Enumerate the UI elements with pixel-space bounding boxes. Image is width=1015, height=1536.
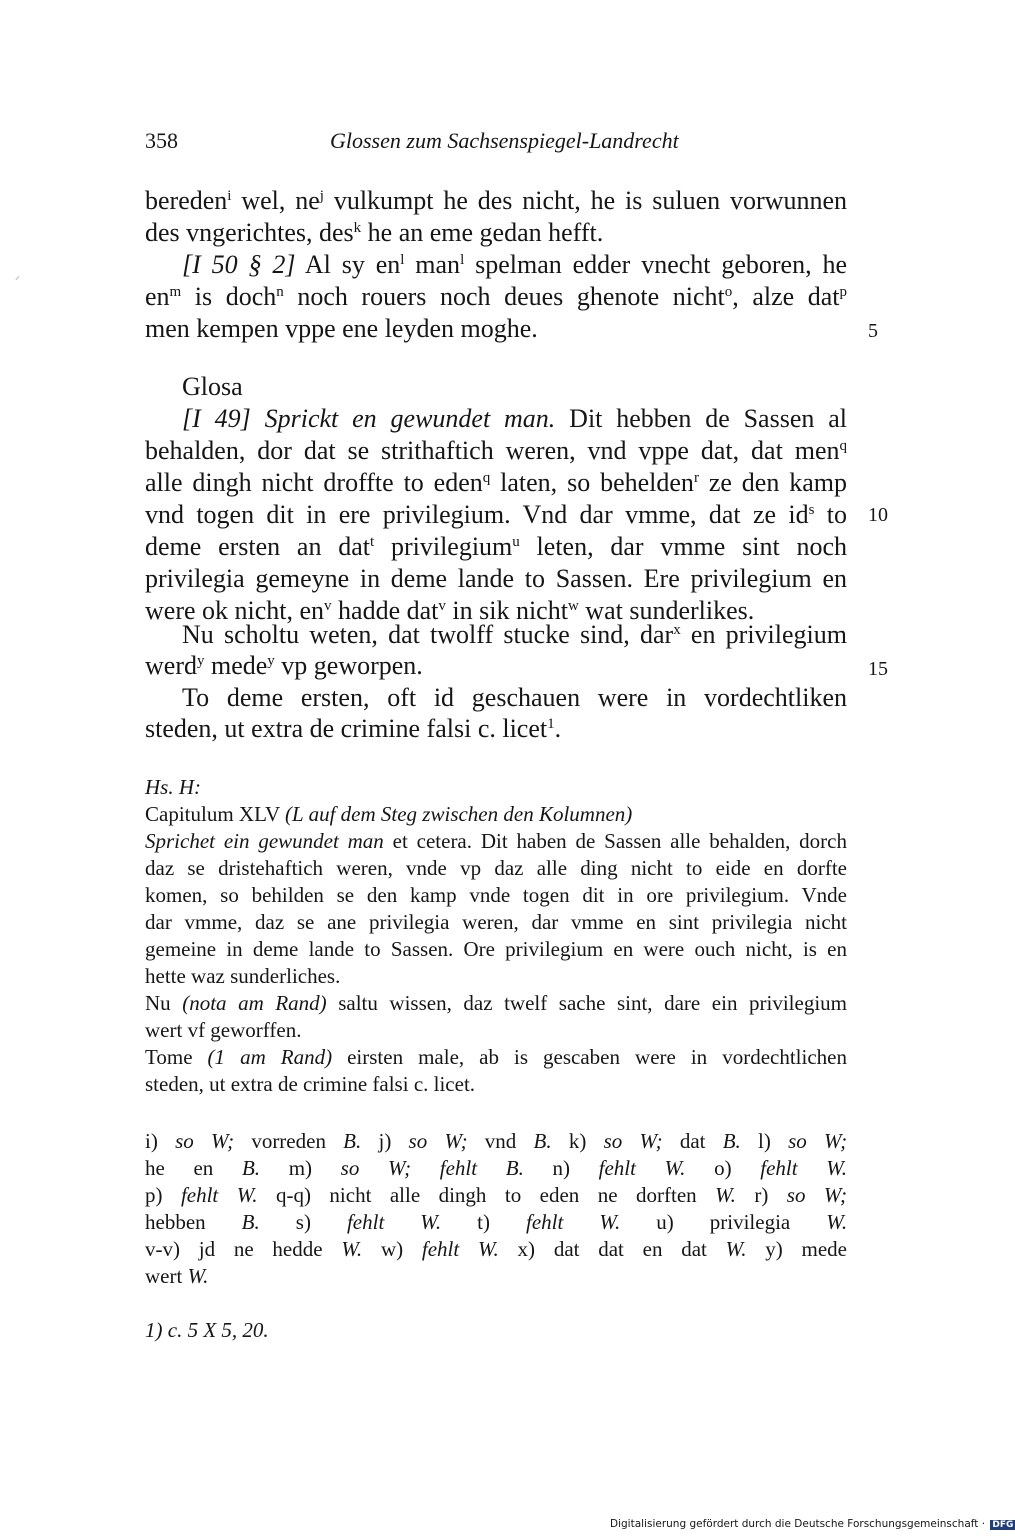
apparatus-entry: hebben B. [145,1210,260,1234]
text-line: dar vmme, daz se ane privilegia weren, dar vmme en sint privilegia nicht [145,910,847,934]
text-line: vnd togen dit in ere privilegium. Vnd dar vmme, dat ze $id^s$ to [145,500,847,529]
apparatus-entry: t) fehlt W. [477,1210,621,1234]
margin-mark: ⸝ [15,271,20,282]
text-line: wert vf geworffen. [145,1018,302,1042]
apparatus-line [145,1210,847,1235]
text-line: [I 49] Sprickt en gewundet man. Dit hebben de Sassen al [182,404,847,433]
text-line: Tome (1 am Rand) eirsten male, ab is gescaben were in vordechtlichen [145,1045,847,1069]
text-line: Sprichet ein gewundet man et cetera. Dit haben de Sassen alle behalden, dorch [145,829,847,853]
text-line: were ok nicht, $en^v$ hadde dat$^v$ in sik nicht$^w$ wat sunderlikes. [145,596,755,625]
text-line: Nu (nota am Rand) saltu wissen, daz twelf sache sint, dare ein privilegium [145,991,847,1015]
apparatus-entry: v-v) jd ne hedde W. [145,1237,363,1261]
running-title: Glossen zum Sachsenspiegel-Landrecht [330,128,679,153]
digitization-credit: Digitalisierung gefördert durch die Deutsche Forschungsgemeinschaft · DFG [610,1518,1014,1530]
apparatus-line [145,1237,847,1262]
apparatus-line: wert W. [145,1264,209,1288]
glosa-heading: Glosa [182,372,243,401]
line-number: 5 [868,320,878,342]
lemma: Sprickt en gewundet man. [250,404,556,433]
apparatus-entry: he en B. [145,1156,261,1180]
text-line: steden, ut extra de crimine falsi c. licet. [145,1072,476,1096]
text-line: hette waz sunderliches. [145,964,341,988]
apparatus-entry: i) so W; vorreden B. [145,1129,362,1153]
text-line: bereden$^i$ wel, $ne^j$ vulkumpt he des nicht, he is suluen vorwunnen [145,186,847,215]
text-line: [I 50 § 2] Al sy $en^l$ man$^l$ spelman edder vnecht geboren, he [182,250,847,279]
line-number: 10 [868,504,888,526]
text-line: des vngerichtes, des$^k$ he an eme gedan hefft. [145,218,604,247]
lemma: Sprichet ein gewundet man [145,829,384,853]
apparatus-entry: j) so W; vnd B. [378,1129,552,1153]
text-line: privilegia gemeyne in deme lande to Sassen. Ere privilegium en [145,564,847,593]
dfg-logo: DFG [992,1520,1014,1530]
text-line: To deme ersten, oft id geschauen were in vordechtliken [182,683,847,712]
text-line: daz se dristehaftich weren, vnde vp daz alle ding nicht to eide en dorfte [145,856,847,880]
text-line: werd$^y$ mede$^y$ vp geworpen. [145,651,423,680]
apparatus-line [145,1156,847,1181]
apparatus-entry: k) so W; dat B. [568,1129,741,1153]
apparatus-line [145,1183,847,1208]
article-reference: [I 49] [182,404,251,433]
page-number: 358 [145,128,178,153]
article-reference: [I 50 § 2] [182,250,296,279]
text-line: komen, so behilden se den kamp vnde togen dit in ore privilegium. Vnde [145,883,847,907]
text-line: men kempen vppe ene leyden moghe. [145,314,538,343]
text-line: alle dingh nicht droffte to eden$^q$ laten, so behelden$^r$ ze den kamp [145,468,847,497]
apparatus-entry: x) dat dat en dat W. [517,1237,747,1261]
apparatus-entry: r) so W; [754,1183,848,1207]
text-line: steden, ut extra de crimine falsi c. licet$^1$. [145,714,562,743]
apparatus-entry: u) privilegia W. [656,1210,848,1234]
apparatus-entry: q-q) nicht alle dingh to eden ne dorften W. [275,1183,736,1207]
apparatus-entry: l) so W; [758,1129,848,1153]
apparatus-entry: m) so W; fehlt B. [288,1156,524,1180]
manuscript-label: Hs. H: [145,775,201,799]
apparatus-entry: w) fehlt W. [380,1237,499,1261]
apparatus-line [145,1129,847,1154]
line-number: 15 [868,658,888,680]
apparatus-entry: o) fehlt W. [714,1156,848,1180]
apparatus-entry: p) fehlt W. [145,1183,258,1207]
apparatus-entry: s) fehlt W. [295,1210,442,1234]
apparatus-entry: y) mede [765,1237,847,1261]
text-line: $en^m$ is doch$^n$ noch rouers noch deues ghenote nicht$^o$, alze dat$^p$ [145,282,848,311]
apparatus-entry: n) fehlt W. [552,1156,686,1180]
text-line: Nu scholtu weten, dat twolff stucke sind, dar$^x$ en privilegium [182,620,847,649]
source-footnote: 1) c. 5 X 5, 20. [145,1318,269,1342]
text-line: Capitulum XLV (L auf dem Steg zwischen den Kolumnen) [145,802,633,826]
text-line: behalden, dor dat se strithaftich weren, vnd vppe dat, dat men$^q$ [145,436,847,465]
text-line: gemeine in deme lande to Sassen. Ore privilegium en were ouch nicht, is en [145,937,847,961]
text-line: deme ersten an dat$^t$ privilegium$^u$ leten, dar vmme sint noch [145,532,847,561]
